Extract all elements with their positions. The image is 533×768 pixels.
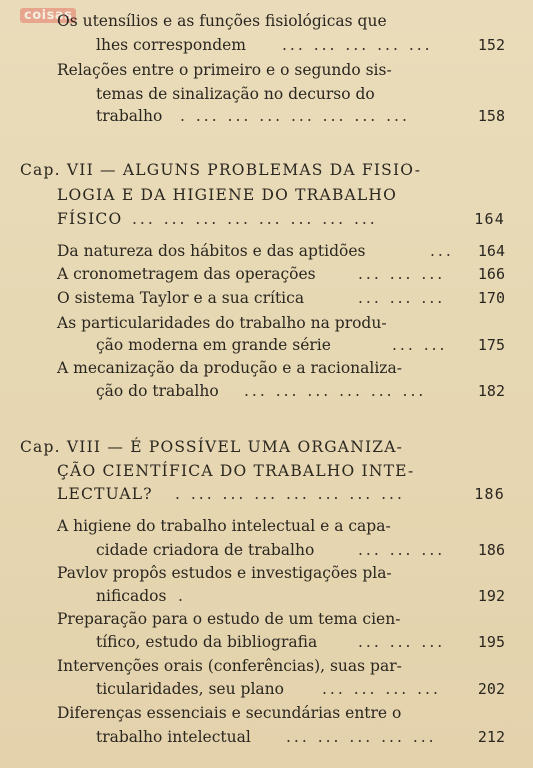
toc-text: ÇÃO CIENTÍFICA DO TRABALHO INTE- xyxy=(57,462,415,480)
leader-dots: ... ... ... xyxy=(358,289,446,307)
toc-text: trabalho xyxy=(96,107,163,125)
toc-line xyxy=(0,379,533,403)
toc-text: A higiene do trabalho intelectual e a capa- xyxy=(57,517,391,535)
toc-line xyxy=(0,677,533,701)
toc-text: Preparação para o estudo de um tema cien- xyxy=(57,610,401,628)
leader-dots: ... ... xyxy=(392,336,448,354)
toc-text: A cronometragem das operações xyxy=(57,265,316,283)
page-number: 164 xyxy=(474,210,505,228)
toc-text: ticularidades, seu plano xyxy=(96,680,284,698)
page-number: 152 xyxy=(477,36,505,54)
toc-line xyxy=(0,701,533,725)
leader-dots: ... ... ... ... ... ... ... ... xyxy=(132,210,378,228)
toc-line xyxy=(0,607,533,631)
page-number: 182 xyxy=(477,382,505,400)
leader-dots: ... xyxy=(430,242,454,260)
toc-text: Intervenções orais (conferências), suas par- xyxy=(57,657,402,675)
page-number: 186 xyxy=(474,485,505,503)
leader-dots: . ... ... ... ... ... ... ... xyxy=(175,485,405,503)
toc-text: lhes correspondem xyxy=(96,36,246,54)
chapter-heading xyxy=(0,435,533,459)
toc-line xyxy=(0,311,533,335)
toc-line xyxy=(0,262,533,286)
chapter-heading xyxy=(0,183,533,207)
toc-line xyxy=(0,239,533,263)
toc-text: Cap. VIII — É POSSÍVEL UMA ORGANIZA- xyxy=(20,438,404,456)
toc-text: temas de sinalização no decurso do xyxy=(96,85,375,103)
leader-dots: ... ... ... ... ... xyxy=(282,36,433,54)
page-number: 212 xyxy=(477,728,505,746)
watermark-logo: coisas xyxy=(20,8,76,23)
toc-line xyxy=(0,82,533,106)
page-number: 202 xyxy=(477,680,505,698)
page-number: 170 xyxy=(477,289,505,307)
toc-line xyxy=(0,654,533,678)
toc-text: FÍSICO xyxy=(57,210,123,228)
toc-line xyxy=(0,514,533,538)
toc-line xyxy=(0,33,533,57)
chapter-heading xyxy=(0,207,533,231)
toc-line xyxy=(0,584,533,608)
toc-line xyxy=(0,561,533,585)
toc-line xyxy=(0,356,533,380)
toc-text: Relações entre o primeiro e o segundo sis- xyxy=(57,61,392,79)
leader-dots: ... ... ... ... ... ... xyxy=(244,382,427,400)
page-number: 175 xyxy=(477,336,505,354)
leader-dots: . ... ... ... ... ... ... ... xyxy=(180,107,410,125)
leader-dots: ... ... ... xyxy=(358,633,446,651)
toc-text: ção moderna em grande série xyxy=(96,336,331,354)
chapter-heading xyxy=(0,158,533,182)
toc-line xyxy=(0,9,533,33)
toc-text: LOGIA E DA HIGIENE DO TRABALHO xyxy=(57,186,398,204)
toc-text: tífico, estudo da bibliografia xyxy=(96,633,318,651)
leader-dots: ... ... ... xyxy=(358,265,446,283)
toc-text: Os utensílios e as funções fisiológicas que xyxy=(57,12,387,30)
chapter-heading xyxy=(0,459,533,483)
toc-line xyxy=(0,58,533,82)
page-number: 158 xyxy=(477,107,505,125)
toc-text: nificados xyxy=(96,587,167,605)
toc-line xyxy=(0,725,533,749)
toc-line xyxy=(0,630,533,654)
page-number: 166 xyxy=(477,265,505,283)
toc-text: Pavlov propôs estudos e investigações pla- xyxy=(57,564,392,582)
leader-dots: ... ... ... ... ... xyxy=(286,728,437,746)
toc-line xyxy=(0,286,533,310)
toc-text: Da natureza dos hábitos e das aptidões xyxy=(57,242,366,260)
toc-text: LECTUAL? xyxy=(57,485,153,503)
toc-text: trabalho intelectual xyxy=(96,728,251,746)
page-number: 164 xyxy=(477,242,505,260)
toc-line xyxy=(0,538,533,562)
leader-dots: ... ... ... ... xyxy=(322,680,441,698)
toc-line xyxy=(0,333,533,357)
chapter-heading xyxy=(0,482,533,506)
toc-line xyxy=(0,104,533,128)
toc-text: A mecanização da produção e a racionaliza- xyxy=(57,359,402,377)
toc-text: Diferenças essenciais e secundárias entre o xyxy=(57,704,402,722)
toc-text: As particularidades do trabalho na produ- xyxy=(57,314,387,332)
toc-text: O sistema Taylor e a sua crítica xyxy=(57,289,305,307)
page-number: 192 xyxy=(477,587,505,605)
toc-text: Cap. VII — ALGUNS PROBLEMAS DA FISIO- xyxy=(20,161,422,179)
toc-text: cidade criadora de trabalho xyxy=(96,541,315,559)
leader-dots: ... ... ... xyxy=(358,541,446,559)
leader-dots: . xyxy=(178,587,186,605)
page-number: 186 xyxy=(477,541,505,559)
page-number: 195 xyxy=(477,633,505,651)
toc-text: ção do trabalho xyxy=(96,382,219,400)
